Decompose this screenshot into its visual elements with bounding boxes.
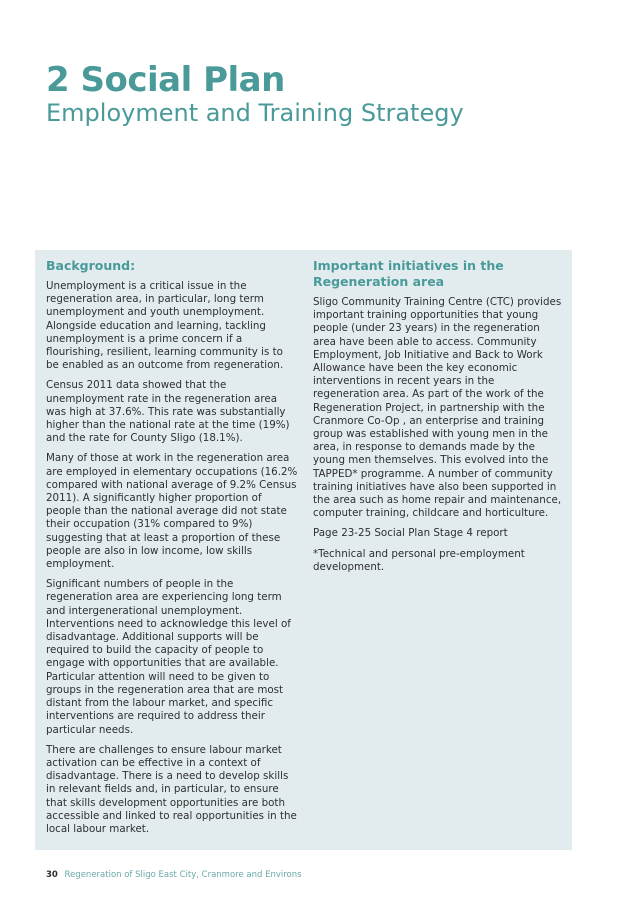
background-column	[46, 258, 298, 843]
page-number: 30	[46, 870, 58, 880]
initiatives-column	[313, 258, 563, 581]
paragraph: Unemployment is a critical issue in the regeneration area, in particular, long term unemployment and youth unemployment. Alongside education and learning, tackling unemployment is a prime concern if a flourishing, resilient, learning community is to be enabled as an outcome from regeneration.	[46, 280, 284, 372]
page-title: 2 Social Plan	[46, 60, 285, 100]
footer-text: Regeneration of Sligo East City, Cranmore and Environs	[64, 870, 302, 880]
page-subtitle: Employment and Training Strategy	[46, 99, 464, 127]
paragraph: There are challenges to ensure labour market activation can be effective in a context of disadvantage. There is a need to develop skills in relevant fields and, in particular, to ensure that skills development opportunities are both accessible and linked to real opportunities in the local labour market.	[46, 743, 297, 835]
page-footer	[46, 870, 302, 880]
background-heading: Background:	[46, 258, 136, 273]
footnote: *Technical and personal pre-employment development.	[313, 547, 525, 573]
initiatives-heading: Important initiatives in the Regeneration area	[313, 258, 504, 289]
paragraph: Many of those at work in the regeneration area are employed in elementary occupations (16.2% compared with national average of 9.2% Census 2011). A significantly higher proportion of people than the national average did not state their occupation (31% compared to 9%) suggesting that at least a proportion of these people are also in low income, low skills employment.	[46, 452, 298, 571]
paragraph: Sligo Community Training Centre (CTC) provides important training opportunities that young people (under 23 years) in the regeneration area have been able to access. Community Employment, Job Initiative and Back to Work Allowance have been the key economic interventions in recent years in the regeneration area. As part of the work of the Regeneration Project, in partnership with the Cranmore Co-Op , an enterprise and training group was established with young men in the area, in response to demands made by the young men themselves. This evolved into the TAPPED* programme. A number of community training initiatives have also been supported in the area such as home repair and maintenance, computer training, childcare and horticulture.	[313, 296, 562, 520]
source-reference: Page 23-25 Social Plan Stage 4 report	[313, 527, 508, 540]
paragraph: Significant numbers of people in the regeneration area are experiencing long term and intergenerational unemployment. Interventions need to acknowledge this level of disadvantage. Additional supports will be required to build the capacity of people to engage with opportunities that are available. Particular attention will need to be given to groups in the regeneration area that are most distant from the labour market, and specific interventions are required to address their particular needs.	[46, 578, 291, 736]
paragraph: Census 2011 data showed that the unemployment rate in the regeneration area was high at 37.6%. This rate was substantially higher than the national rate at the time (19%) and the rate for County Sligo (18.1%).	[46, 379, 290, 445]
